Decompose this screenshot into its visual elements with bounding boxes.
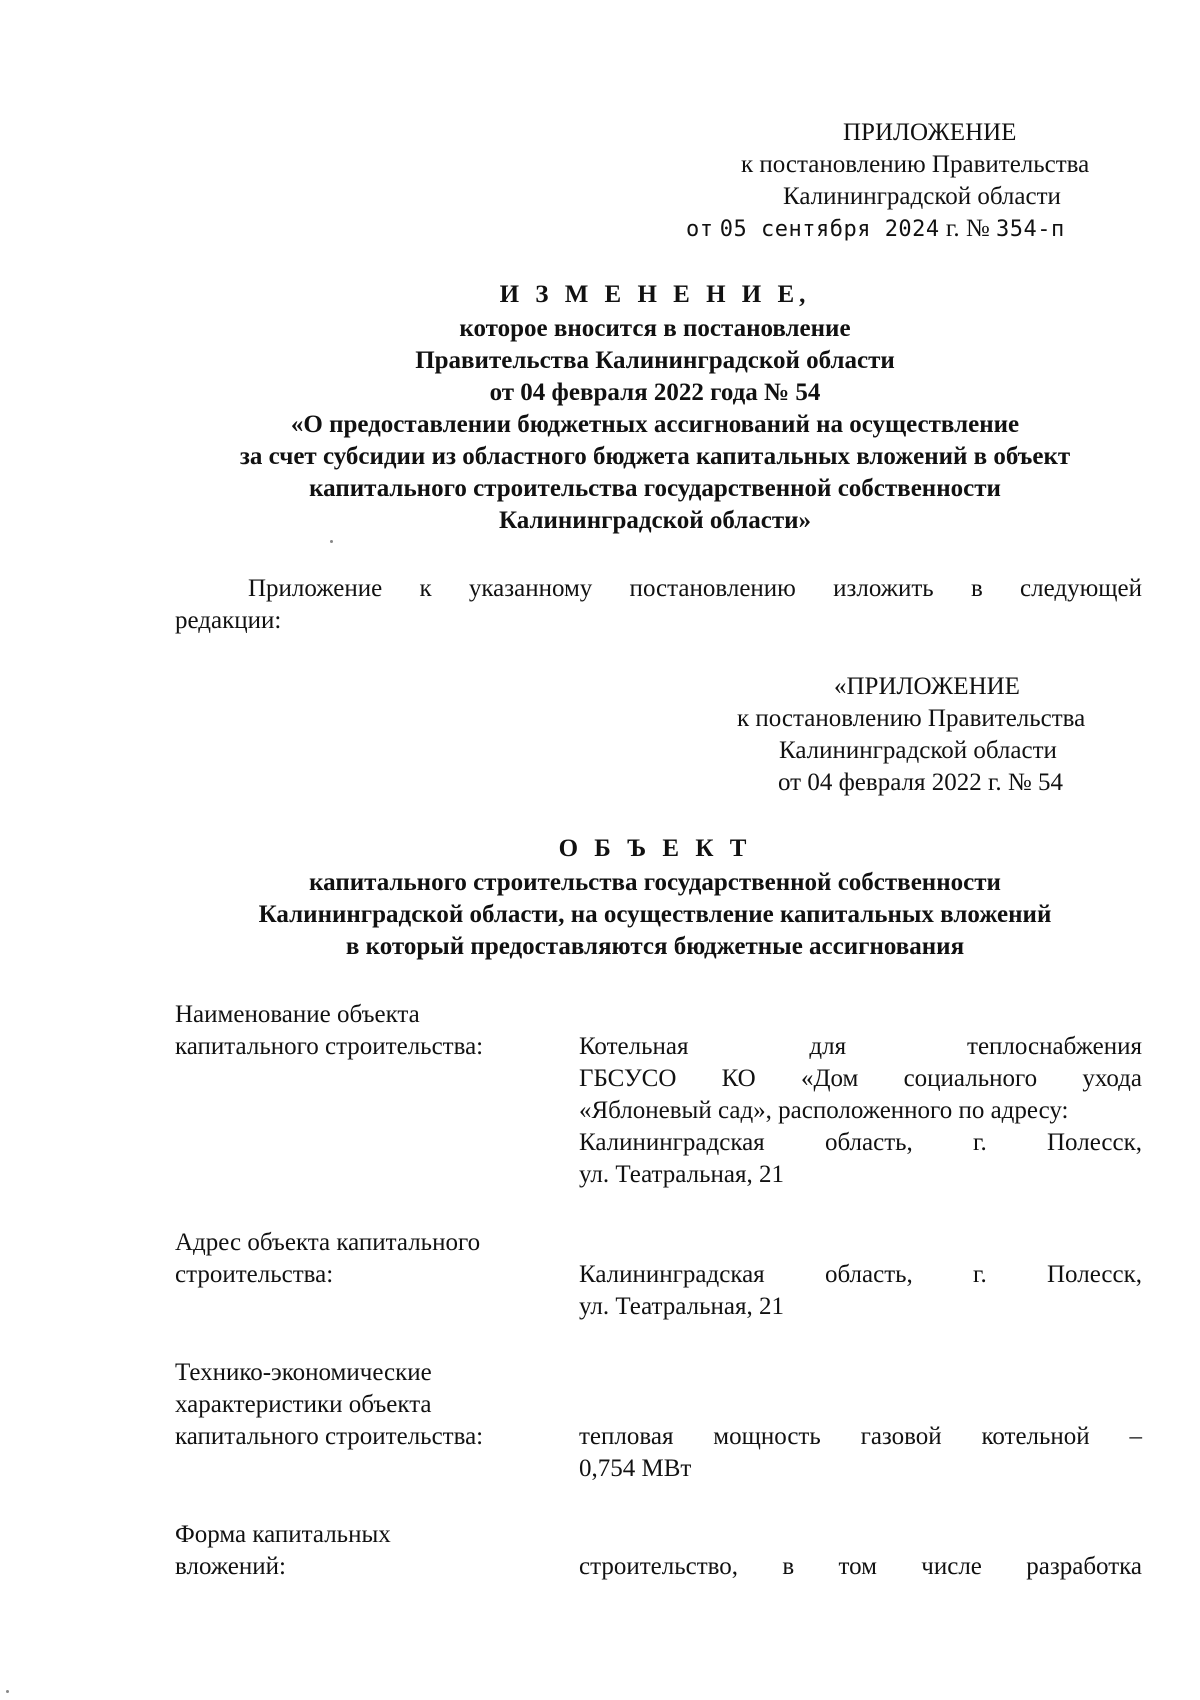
body-paragraph-line2: редакции: <box>175 607 282 634</box>
object-line: в который предоставляются бюджетные ассигнования <box>345 933 965 960</box>
header-title: ПРИЛОЖЕНИЕ <box>843 119 1017 146</box>
change-line: капитального строительства государственной собственности <box>309 475 1001 502</box>
row-value: Калининградская область, г. Полесск, <box>579 1129 1142 1156</box>
object-heading: О Б Ъ Е К Т <box>558 835 752 862</box>
annex-title: «ПРИЛОЖЕНИЕ <box>834 673 1020 700</box>
date-value: 05 сентября 2024 <box>719 217 940 242</box>
change-heading: И З М Е Н Е Н И Е, <box>499 281 811 308</box>
date-prefix: от <box>686 217 714 242</box>
row-value: ул. Театральная, 21 <box>579 1293 784 1320</box>
row-label: Наименование объекта <box>175 1001 420 1028</box>
change-line: Правительства Калининградской области <box>415 347 895 374</box>
annex-line3: от 04 февраля 2022 г. № 54 <box>778 769 1064 796</box>
header-line2: Калининградской области <box>783 183 1061 210</box>
row-value: Котельная для теплоснабжения <box>579 1033 1142 1060</box>
object-line: Калининградской области, на осуществление капитальных вложений <box>258 901 1052 928</box>
date-g: г. № <box>945 215 990 242</box>
change-line: от 04 февраля 2022 года № 54 <box>489 379 821 406</box>
row-value: ул. Театральная, 21 <box>579 1161 784 1188</box>
change-line: за счет субсидии из областного бюджета капитальных вложений в объект <box>239 443 1071 470</box>
row-label: Адрес объекта капитального <box>175 1229 481 1256</box>
row-label: Технико-экономические <box>175 1359 432 1386</box>
row-label: капитального строительства: <box>175 1423 484 1450</box>
body-paragraph-line1: Приложение к указанному постановлению изложить в следующей <box>248 575 1142 602</box>
change-line: которое вносится в постановление <box>459 315 851 342</box>
row-value: Калининградская область, г. Полесск, <box>579 1261 1142 1288</box>
annex-line1: к постановлению Правительства <box>737 705 1086 732</box>
row-label: Форма капитальных <box>175 1521 391 1548</box>
change-line: Калининградской области» <box>498 507 812 534</box>
resolution-number: 354-п <box>995 217 1065 242</box>
header-line1: к постановлению Правительства <box>741 151 1090 178</box>
change-line: «О предоставлении бюджетных ассигнований на осуществление <box>290 411 1020 438</box>
annex-line2: Калининградской области <box>779 737 1057 764</box>
row-label: строительства: <box>175 1261 334 1288</box>
row-value: строительство, в том числе разработка <box>579 1553 1142 1580</box>
row-value: «Яблоневый сад», расположенного по адресу: <box>579 1097 1069 1124</box>
row-label: капитального строительства: <box>175 1033 484 1060</box>
scan-speck <box>6 1690 9 1693</box>
row-label: характеристики объекта <box>175 1391 432 1418</box>
scan-speck <box>330 540 333 543</box>
row-value: тепловая мощность газовой котельной – <box>579 1423 1142 1450</box>
header-date-line <box>686 214 1065 244</box>
object-line: капитального строительства государственной собственности <box>309 869 1001 896</box>
row-value: 0,754 МВт <box>579 1455 692 1482</box>
row-value: ГБСУСО КО «Дом социального ухода <box>579 1065 1142 1092</box>
row-label: вложений: <box>175 1553 286 1580</box>
